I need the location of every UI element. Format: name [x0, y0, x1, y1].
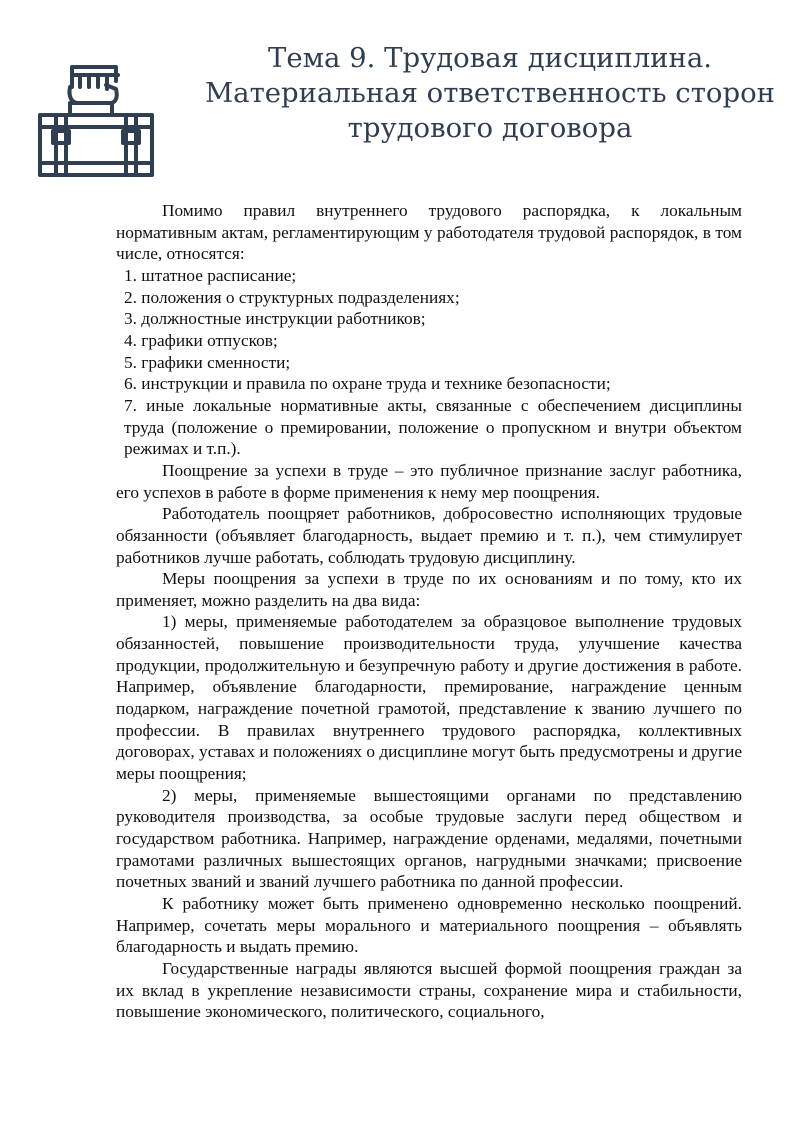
- list-item: 3. должностные инструкции работников;: [124, 309, 426, 329]
- paragraph: Государственные награды являются высшей формой поощрения граждан за их вклад в укрепление независимости страны, сохранение мира и стабильности, повышение экономического, политического, социального,: [116, 958, 742, 1022]
- paragraph: К работнику может быть применено одновременно несколько поощрений. Например, сочетать меры морального и материального поощрения – объявлять благодарность и выдать премию.: [116, 894, 742, 957]
- title-line-2: Материальная ответственность сторон: [205, 77, 775, 109]
- list-item: 5. графики сменности;: [124, 352, 291, 372]
- intro-paragraph: Помимо правил внутреннего трудового распорядка, к локальным нормативным актам, регламентирующим у работодателя трудовой распорядок, в том числе, относятся:: [116, 201, 742, 264]
- document-body: [116, 200, 742, 1023]
- list-item: 4. графики отпусков;: [124, 330, 278, 350]
- list-item: 1. штатное расписание;: [124, 265, 297, 285]
- list-item: 6. инструкции и правила по охране труда и технике безопасности;: [124, 374, 611, 394]
- paragraph: 2) меры, применяемые вышестоящими органами по представлению руководителя производства, за особые трудовые заслуги перед обществом и государством работника. Например, награждение орденами, медалями, почетными грамотами различных вышестоящих органов, нагрудными значками; присвоение почетных званий и званий лучшего работника по данной профессии.: [116, 785, 742, 892]
- paragraph: 1) меры, применяемые работодателем за образцовое выполнение трудовых обязанностей, повышение производительности труда, улучшение качества продукции, продолжительную и безупречную работу и другие достижения в работе. Например, объявление благодарности, премирование, награждение ценным подарком, награждение почетной грамотой, представление к званию лучшего по профессии. В правилах внутреннего трудового распорядка, коллективных договорах, уставах и положениях о дисциплине могут быть предусмотрены и другие меры поощрения;: [116, 612, 742, 784]
- list-item: 2. положения о структурных подразделениях;: [124, 287, 460, 307]
- title-line-3: трудового договора: [347, 112, 633, 144]
- title-line-1: Тема 9. Трудовая дисциплина.: [268, 42, 712, 74]
- list-item: 7. иные локальные нормативные акты, связанные с обеспечением дисциплины труда (положение о премировании, положение о пропускном и внутри объектом режимах и т.п.).: [124, 395, 742, 459]
- page-title: [160, 41, 800, 146]
- paragraph: Работодатель поощряет работников, добросовестно исполняющих трудовые обязанности (объявляет благодарность, выдает премию и т. п.), чем стимулирует работников лучше работать, соблюдать трудовую дисциплину.: [116, 504, 742, 567]
- paragraph: Меры поощрения за успехи в труде по их основаниям и по тому, кто их применяет, можно разделить на два вида:: [116, 569, 742, 610]
- briefcase-with-hand-icon: [36, 57, 156, 179]
- paragraph: Поощрение за успехи в труде – это публичное признание заслуг работника, его успехов в работе в форме применения к нему мер поощрения.: [116, 460, 742, 502]
